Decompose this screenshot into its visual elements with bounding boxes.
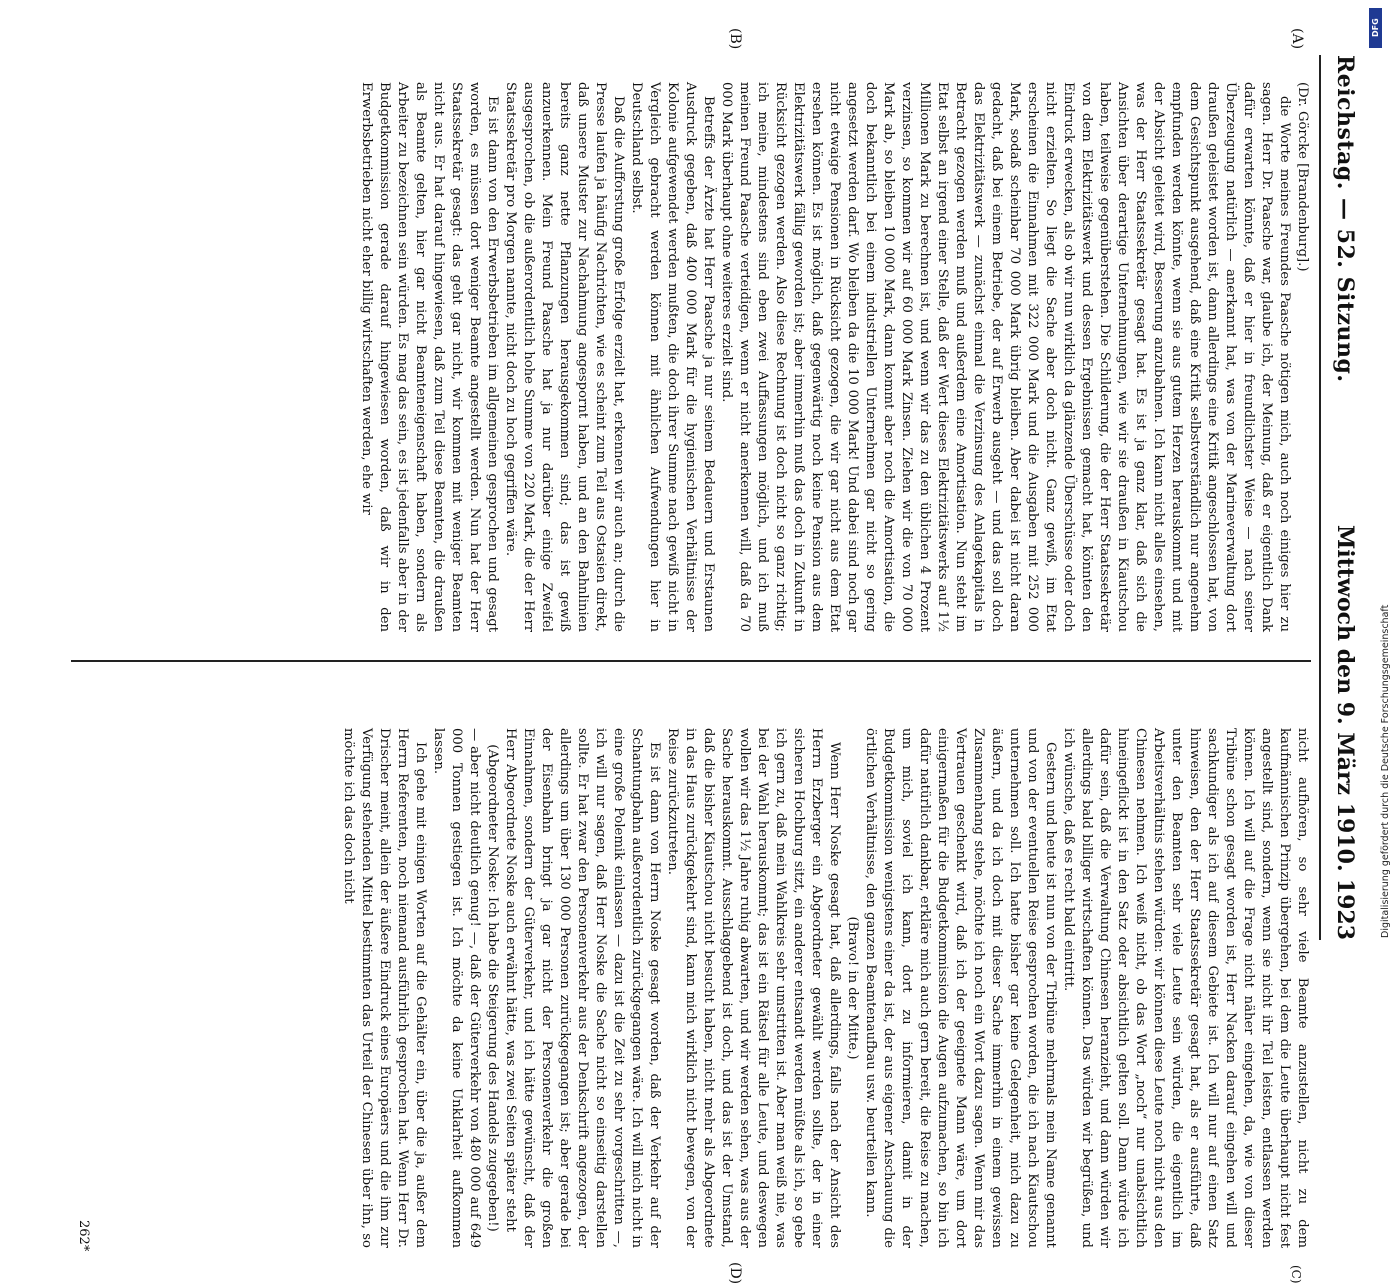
credit-strip <box>1368 8 1391 998</box>
margin-marker-b: (B) <box>727 28 743 50</box>
margin-marker-a: (A) <box>1289 28 1305 50</box>
right-paragraph-2: Gestern und heute ist nun von der Tribüne mehrmals mein Name genannt und von der eventuellen Reise gesprochen worden, die ich nach Kiautschou unternehmen soll. Ich hatte bisher gar keine Gelegenheit, mich dazu zu äußern, und da ich doch mit dieser Sache immerhin in einem gewissen Zusammenhang stehe, möchte ich noch ein Wort dazu sagen. Wenn mir das Vertrauen geschenkt wird, daß ich der geeignete Mann wäre, um dort einigermaßen für die Budgetkommission die Augen aufzumachen, so bin ich dafür natürlich dankbar, erkläre mich auch gern bereit, die Reise zu machen, um mich, soviel ich kann, dort zu informieren, damit in der Budgetkommission wenigstens einer da ist, der aus eigener Anschauung die örtlichen Verhältnisse, den ganzen Beamtenaufbau usw. beurteilen kann. <box>863 728 1058 1248</box>
column-divider <box>71 660 1311 662</box>
page-number: 1923 <box>1332 878 1358 940</box>
sheet-signature: 262* <box>76 1220 91 1252</box>
right-paragraph-4: Es ist dann von Herrn Noske gesagt worden, daß der Verkehr auf der Schantungbahn außerordentlich zurückgegangen wäre. Ich will mich nicht in eine große Polemik einlassen — dazu ist die Zeit zu sehr vorgeschritten —, ich will nur sagen, daß Herr Noske die Sache nicht so einseitig darstellen sollte. Er hat zwar den Personenverkehr aus der Denkschrift angezogen, der allerdings um über 130 000 Personen zurückgegangen ist; aber gerade bei der Eisenbahn bringt ja gar nicht der Personenverkehr die großen Einnahmen, sondern der Güterverkehr, und ich hätte gewünscht, daß der Herr Abgeordnete Noske auch erwähnt hätte, was zwei Seiten später steht <box>503 728 662 1248</box>
dfg-logo: DFG <box>1369 8 1382 48</box>
left-paragraph-4: Es ist dann von den Erwerbsbetrieben im allgemeinen gesprochen und gesagt worden, es müssen dort weniger Beamte angestellt werden. Nun hat der Herr Staatssekretär gesagt: das geht gar nicht, wir kommen mit weniger Beamten nicht aus. Er hat darauf hingewiesen, daß zum Teil diese Beamten, die draußen als Beamte gelten, hier gar nicht Beamteneigenschaft haben, sondern als Arbeiter zu bezeichnen sein würden. Es mag das sein, es ist jedenfalls aber in der Budgetkommission gerade darauf hingewiesen worden, daß wir in den Erwerbsbetrieben nicht eher billig wirtschaften werden, ehe wir <box>359 82 500 632</box>
page-header <box>1322 55 1358 940</box>
right-paragraph-1: nicht aufhören, so sehr viele Beamte anzustellen, nicht zu dem kaufmännischen Prinzip übergehen, bei dem die Leute überhaupt nicht fest angestellt sind, sondern, wenn sie nicht ihr Teil leisten, entlassen werden können. Ich will auf die Frage nicht näher eingehen, da, wie von dieser Tribüne schon gesagt worden ist, Herr Nacken darauf eingehen will und sachkundiger als ich auf diesem Gebiete ist. Ich will nur auf einen Satz hinweisen, den der Herr Staatssekretär gesagt hat, als er ausführte, daß unter den Beamten sehr viele Leute sein würden, die eigentlich im Arbeitsverhältnis stehen würden: wir können diese Leute noch nicht aus den Chinesen nehmen. Ich weiß nicht, ob das Wort „noch“ nur unabsichtlich hineingeflickt ist in den Satz oder absichtlich gelten soll. Dann würde ich dafür sein, daß die Verwaltung Chinesen heranzieht, und dann würden wir allerdings bald billiger wirtschaften können. Das würden wir begrüßen, und ich wünsche, daß es recht bald eintritt. <box>1061 728 1310 1248</box>
margin-marker-c: (C) <box>1289 1265 1303 1284</box>
margin-marker-d: (D) <box>727 1262 743 1285</box>
left-paragraph-1: die Worte meines Freundes Paasche nötigen mich, auch noch einiges hier zu sagen. Herr Dr. Paasche war, glaube ich, der Meinung, daß er eigentlich Dank dafür erwarten könnte, daß er hier in freundlichster Weise — nach seiner Überzeugung natürlich — anerkannt hat, was von der Marineverwaltung dort draußen geleistet worden ist, dann allerdings eine Kritik angeschlossen hat, von dem Gesichtspunkt ausgehend, daß eine Kritik selbstverständlich nur angenehm empfunden werden könnte, wenn sie aus gutem Herzen herauskommt und mit der Absicht geleitet wird, Besserung anzubahnen. Ich kann nicht alles einsehen, was der Herr Staatssekretär gesagt hat. Es ist ja ganz klar, daß sich die Ansichten über derartige Unternehmungen, wie wir sie draußen in Kiautschou haben, teilweise gegenüberstehen. Die Schilderung, die der Herr Staatssekretär von dem Elektrizitätswerk und dessen Ergebnissen gemacht hat, könnten den Eindruck erwecken, als ob wir nun wirklich da glänzende Überschüsse oder doch nicht erzielten. So liegt die Sache aber doch nicht. Ganz gewiß, im Etat erscheinen die Einnahmen mit 322 000 Mark und die Ausgaben mit 252 000 Mark, sodaß scheinbar 70 000 Mark übrig bleiben. Aber dabei ist nicht daran gedacht, daß bei einem Betriebe, der auf Erwerb ausgeht — und das soll doch das Elektrizitätswerk — zunächst einmal die Verzinsung des Anlagekapitals in Betracht gezogen werden muß und außerdem eine Amortisation. Nun steht im Etat selbst an irgend einer Stelle, daß der Wert dieses Elektrizitätswerks auf 1½ Millionen Mark zu berechnen ist, und wenn wir das zu den üblichen 4 Prozent verzinsen, so kommen wir auf 60 000 Mark Zinsen. Ziehen wir die von 70 000 Mark ab, so bleiben 10 000 Mark, dann kommt aber noch die Amortisation, die doch bekanntlich bei einem industriellen Unternehmen gar nicht so gering angesetzt werden darf. Wo bleiben da die 10 000 Mark! Und dabei sind noch gar nicht etwaige Pensionen in Rücksicht gezogen, die wir gar nicht aus dem Etat ersehen können. Es ist möglich, daß gegenwärtig noch keine Pension aus dem Elektrizitätswerk fällig geworden ist; aber immerhin muß das doch in Zukunft in Rücksicht gezogen werden. Also diese Rechnung ist doch nicht so ganz richtig; ich meine, mindestens sind eben zwei Auffassungen möglich, und ich muß meinen Freund Paasche verteidigen, wenn er nicht anerkennen will, daß da 70 000 Mark überhaupt ohne weiteres erzielt sind. <box>719 82 1292 632</box>
right-paragraph-6: Ich gehe mit einigen Worten auf die Gehälter ein, über die ja, außer dem Herrn Referenten, noch niemand ausführlich gesprochen hat. Wenn Herr Dr. Drischer meint, allein der äußere Eindruck eines Europäers und die ihm zur Verfügung stehenden Mittel bestimmten das Urteil der Chinesen über ihn, so möchte ich das doch nicht <box>341 728 428 1248</box>
right-paragraph-3: Wenn Herr Noske gesagt hat, daß allerdings, falls nach der Ansicht des Herrn Erzberger ein Abgeordneter gewählt werden sollte, der in einer sicheren Hochburg sitzt, ein anderer entsandt werden müßte als ich, so gebe ich gern zu, daß mein Wahlkreis sehr umstritten ist. Aber man weiß nie, was bei der Wahl herauskommt; das ist ein Rätsel für alle Leute, und deswegen wollen wir das 1½ Jahre ruhig abwarten, und wir werden sehen, was aus der Sache herauskommt. Ausschlaggebend ist doch, und das ist der Umstand, daß die bisher Kiautschou nicht besucht haben, nicht mehr als Abgeordnete in das Haus zurückgekehrt sind, kann mich wirklich nicht bewegen, von der Reise zurückzutreten. <box>665 728 842 1248</box>
right-paragraph-5: — aber nicht deutlich genug! —, daß der Güterverkehr von 480 000 auf 649 000 Tonnen gestiegen ist. Ich möchte da keine Unklarheit aufkommen lassen. <box>431 728 482 1248</box>
left-paragraph-2: Betreffs der Ärzte hat Herr Paasche ja nur seinem Bedauern und Erstaunen Ausdruck gegeben, daß 400 000 Mark für die hygienischen Verhältnisse der Kolonie aufgewendet werden mußten, die doch ihrer Summe nach gewiß nicht in Vergleich gebracht werden können mit ähnlichen Aufwendungen hier in Deutschland selbst. <box>629 82 716 632</box>
right-column <box>61 728 1311 1248</box>
header-date: Mittwoch den 9. März 1910. <box>1332 525 1358 872</box>
header-left: Reichstag. — 52. Sitzung. <box>1332 55 1358 383</box>
funding-credit: Digitalisierung gefördert durch die Deutsche Forschungsgemeinschaft <box>1380 604 1391 938</box>
header-rule <box>1319 55 1321 940</box>
left-paragraph-3: Daß die Aufforstung große Erfolge erzielt hat, erkennen wir auch an; durch die Presse laufen ja häufig Nachrichten, wie es scheint zum Teil aus Ostasien direkt, daß unsere Muster zur Nachahmung angespornt haben, und an den Bahnlinien bereits ganz nette Pflanzungen herausgekommen sind; das ist gewiß anzuerkennen. Mein Freund Paasche hat ja nur darüber einige Zweifel ausgesprochen, ob die außerordentlich hohe Summe von 220 Mark, die der Herr Staatssekretär pro Morgen nannte, nicht doch zu hoch gegriffen wäre. <box>503 82 626 632</box>
left-column <box>61 82 1311 632</box>
speaker-note: (Dr. Görcke [Brandenburg].) <box>1295 82 1310 272</box>
interjection-noske: (Abgeordneter Noske: Ich habe die Steigerung des Handels zugegeben!) <box>485 744 500 1232</box>
interjection-bravo: (Bravo! in der Mitte.) <box>845 916 860 1060</box>
